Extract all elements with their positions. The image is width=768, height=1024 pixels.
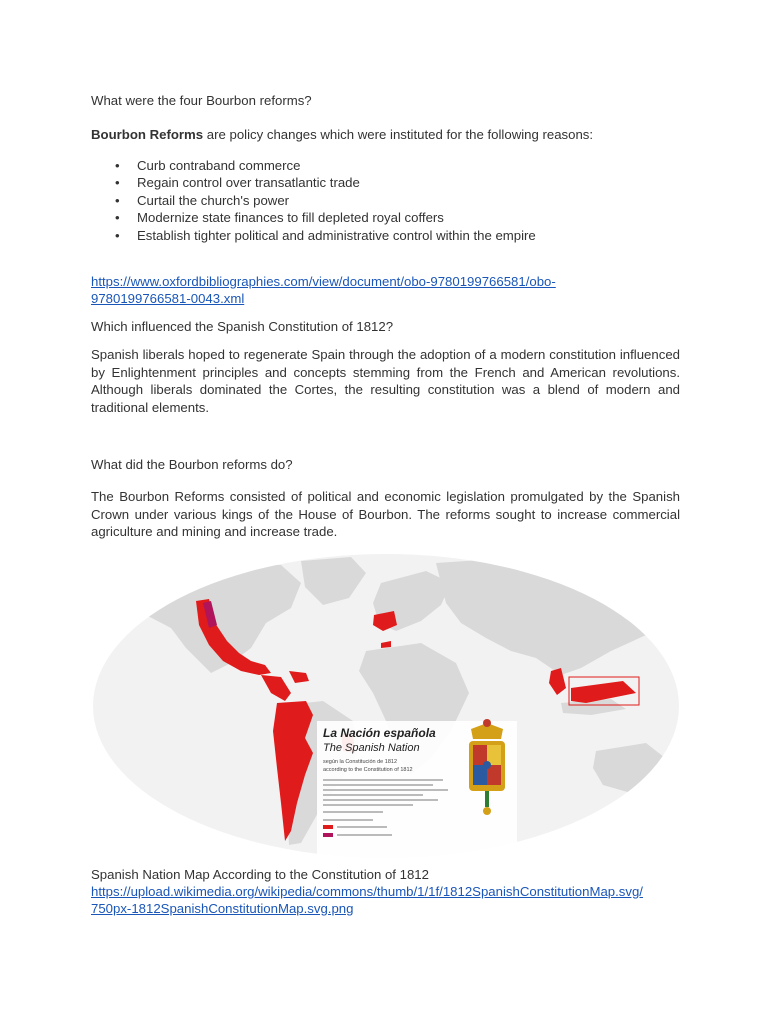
map-title-en: The Spanish Nation [323, 742, 420, 754]
list-item [91, 209, 536, 226]
oxford-link-block [91, 273, 556, 307]
list-item [91, 157, 536, 174]
bullet-icon: • [115, 175, 120, 191]
list-item [91, 227, 536, 244]
bullet-icon: • [115, 227, 120, 243]
list-item-text: Modernize state finances to fill depleted royal coffers [137, 210, 444, 226]
list-item-text: Curtail the church's power [137, 192, 290, 208]
intro-rest: are policy changes which were instituted for the following reasons: [203, 127, 594, 142]
list-item-text: Curb contraband commerce [137, 158, 301, 173]
list-item [91, 174, 536, 191]
map-subtitle-es: según la Constitución de 1812 [323, 759, 397, 765]
legend-label-bar [337, 834, 392, 836]
bullet-icon: • [115, 192, 120, 208]
spanish-nation-map [91, 553, 681, 860]
world-map-image [91, 553, 681, 860]
map-title-es: La Nación española [323, 726, 436, 740]
intro-paragraph [91, 126, 593, 143]
caption-text: Spanish Nation Map According to the Constitution of 1812 [91, 867, 429, 882]
list-item [91, 192, 536, 209]
map-caption [91, 866, 643, 917]
question-constitution: Which influenced the Spanish Constitution of 1812? [91, 319, 394, 334]
constitution-paragraph: Spanish liberals hoped to regenerate Spain through the adoption of a modern constitution influenced by Enlightenment principles and concepts stemming from the French and American revolutions. Although liberals dominated the Cortes, the resulting constitution was a blend of modern and traditional elements. [91, 347, 680, 415]
legend-swatch-territory [323, 825, 333, 829]
oxford-bibliographies-link[interactable]: https://www.oxfordbibliographies.com/view/document/obo-9780199766581/obo- 9780199766581-0043.xml [91, 274, 556, 306]
list-item-text: Establish tighter political and administrative control within the empire [137, 227, 536, 243]
question-reforms-do: What did the Bourbon reforms do? [91, 457, 293, 472]
bullet-icon: • [115, 210, 120, 226]
wikimedia-link[interactable]: https://upload.wikimedia.org/wikipedia/commons/thumb/1/1f/1812SpanishConstitutionMap.svg/ 750px-1812SpanishConstitutionMap.svg.png [91, 884, 643, 916]
question-four-reforms: What were the four Bourbon reforms? [91, 93, 312, 108]
list-item-text: Regain control over transatlantic trade [137, 175, 360, 191]
legend-swatch-disputed [323, 833, 333, 837]
legend-label-bar [337, 826, 387, 828]
reforms-paragraph: The Bourbon Reforms consisted of political and economic legislation promulgated by the Spanish Crown under various kings of the House of Bourbon. The reforms sought to increase commercial agriculture and mining and increase trade. [91, 489, 680, 539]
reasons-list [91, 157, 536, 244]
map-subtitle-en: according to the Constitution of 1812 [323, 767, 413, 773]
bourbon-reforms-term: Bourbon Reforms [91, 127, 204, 142]
bullet-icon: • [115, 158, 120, 173]
